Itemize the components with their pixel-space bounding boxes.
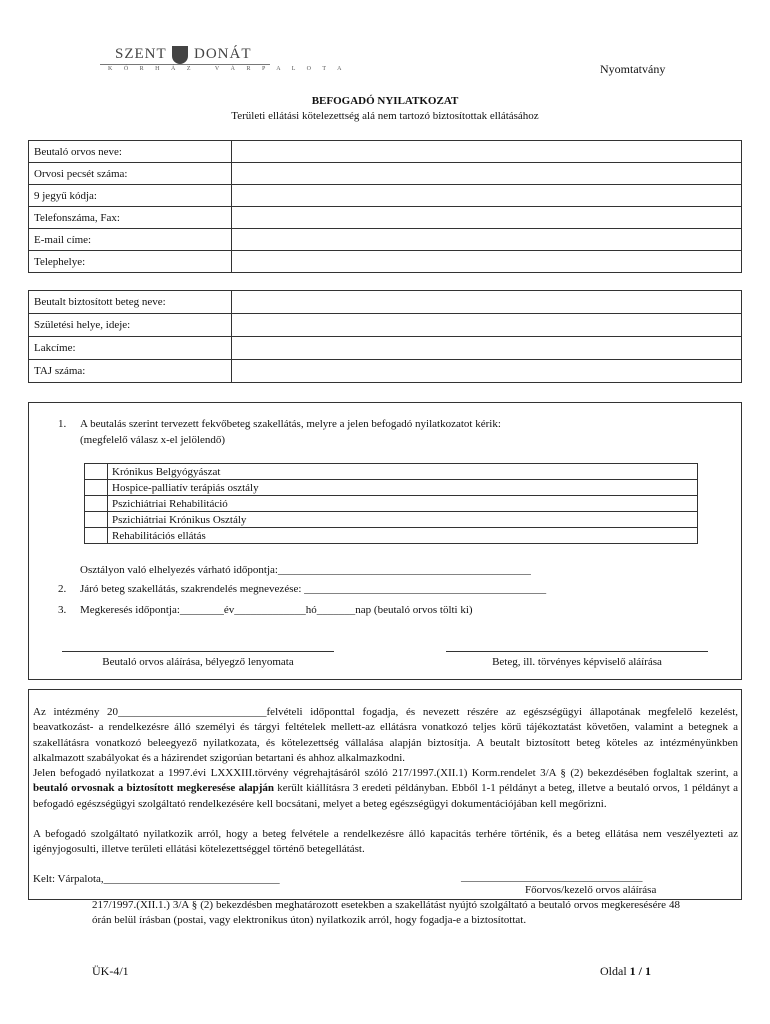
option-label: Pszichiátriai Krónikus Osztály [108,512,698,528]
q3-number: 3. [58,604,67,616]
patient-info-table [28,290,742,383]
patient-signature-line[interactable] [446,651,708,652]
logo-text-left: SZENT [115,46,167,62]
site-field[interactable] [232,251,742,273]
options-table [84,463,698,544]
table-row [29,314,742,337]
option-label: Krónikus Belgyógyászat [108,464,698,480]
patient-signature-label: Beteg, ill. törvényes képviselő aláírása [492,656,662,668]
option-checkbox[interactable] [85,464,108,480]
patient-name-field[interactable] [232,291,742,314]
table-row [29,163,742,185]
logo-divider [100,64,270,65]
field-label: Lakcíme: [29,337,232,360]
taj-field[interactable] [232,360,742,383]
table-row [29,337,742,360]
form-type-label: Nyomtatvány [600,62,666,76]
footer-code: ÜK-4/1 [92,964,129,978]
admission-date-line[interactable]: Osztályon való elhelyezés várható időpontja:______________________________________________ [80,564,531,576]
referring-doctor-signature-label: Beutaló orvos aláírása, bélyegző lenyomata [102,656,294,668]
declaration-paragraph-3: A befogadó szolgáltató nyilatkozik arról, hogy a beteg felvétele a rendelkezésre álló kapacitás terhére történik, és a beteg ellátása nem veszélyezteti az igényjogosulti, illetve területi ellátási kötelezettséggel történő betegellátást. [33,828,738,856]
stamp-number-field[interactable] [232,163,742,185]
field-label: TAJ száma: [29,360,232,383]
field-label: Orvosi pecsét száma: [29,163,232,185]
hospital-logo [100,46,347,78]
option-checkbox[interactable] [85,512,108,528]
field-label: Beutalt biztosított beteg neve: [29,291,232,314]
option-checkbox[interactable] [85,528,108,544]
table-row [29,229,742,251]
q1-hint: (megfelelő válasz x-el jelölendő) [80,434,226,446]
birth-field[interactable] [232,314,742,337]
footer-page [600,964,651,979]
table-row [29,207,742,229]
logo-subtitle: K Ó R H Á Z V Á R P A L O T A [108,66,347,72]
table-row [29,291,742,314]
option-checkbox[interactable] [85,496,108,512]
field-label: E-mail címe: [29,229,232,251]
chief-signature-line[interactable]: _________________________________ [461,871,643,883]
email-field[interactable] [232,229,742,251]
option-label: Pszichiátriai Rehabilitáció [108,496,698,512]
table-row [29,251,742,273]
phone-fax-field[interactable] [232,207,742,229]
field-label: Beutaló orvos neve: [29,141,232,163]
referring-doctor-signature-line[interactable] [62,651,334,652]
logo-text-right: DONÁT [194,46,252,62]
table-row [85,480,698,496]
field-label: Születési helye, ideje: [29,314,232,337]
code-field[interactable] [232,185,742,207]
shield-icon [172,46,188,64]
table-row [85,528,698,544]
doctor-info-table [28,140,742,273]
option-label: Rehabilitációs ellátás [108,528,698,544]
table-row [85,496,698,512]
page-subtitle: Területi ellátási kötelezettség alá nem tartozó biztosítottak ellátásához [231,110,539,122]
page-title: BEFOGADÓ NYILATKOZAT [311,95,459,107]
option-label: Hospice-palliatív terápiás osztály [108,480,698,496]
q1-text: A beutalás szerint tervezett fekvőbeteg szakellátás, melyre a jelen befogadó nyilatkozatot kérik: [80,418,501,430]
option-checkbox[interactable] [85,480,108,496]
table-row [29,141,742,163]
declaration-paragraph-1: Az intézmény 20___________________________felvételi időponttal fogadja, és nevezett részére az egészségügyi állapotának megfelelő kezelést, beavatkozást- a rendelkezésre álló személyi és tárgyi feltételek mellett-az ellátásra vonatkozó teljes körű tájékoztatást követően, valamint a betegnek a szakellátásra vonatkozó beleegyező nyilatkozata, és kötelezettség vállalása alapján biztosítja. A beutalt biztosított beteg köteles az intézményünkben alkalmazott szabályokat és a házirendet szigorúan betartani és ahhoz alkalmazkodni. [33,706,738,764]
declaration-bold-text: beutaló orvosnak a biztosított megkeresése alapján [33,782,275,795]
page-label: Oldal [600,964,630,978]
q1-number: 1. [58,418,67,430]
table-row [85,464,698,480]
table-row [29,185,742,207]
declaration-text: Jelen befogadó nyilatkozat a 1997.évi LXXXIII.törvény végrehajtásáról szóló 217/1997.(XII.1) Korm.rendelet 3/A § (2) bekezdésében foglaltak szerint, a [33,767,738,779]
field-label: 9 jegyű kódja: [29,185,232,207]
doctor-name-field[interactable] [232,141,742,163]
declaration-text: került kiállításra 3 eredeti példányban. Ebből 1-1 példányt a beteg, illetve a beutaló orvos, 1 példányt a befogadó egészségügyi szolgáltató rendelkezésére kell bocsátani, melyet a beteg egészségügyi dokumentációjában kell megőrizni. [33,782,738,810]
declaration-paragraph-2 [33,766,738,812]
address-field[interactable] [232,337,742,360]
chief-signature-label: Főorvos/kezelő orvos aláírása [525,884,657,896]
q2-number: 2. [58,583,67,595]
q3-text[interactable]: Megkeresés időpontja:________év_____________hó_______nap (beutaló orvos tölti ki) [80,604,473,616]
page-number: 1 / 1 [629,964,652,978]
table-row [85,512,698,528]
field-label: Telefonszáma, Fax: [29,207,232,229]
date-place-line[interactable]: Kelt: Várpalota,________________________________ [33,873,280,885]
q2-text[interactable]: Járó beteg szakellátás, szakrendelés megnevezése: ____________________________________________ [80,583,547,595]
table-row [29,360,742,383]
field-label: Telephelye: [29,251,232,273]
footnote: 217/1997.(XII.1.) 3/A § (2) bekezdésben meghatározott esetekben a szakellátást nyújtó szolgáltató a beutaló orvos megkeresésére 48 órán belül írásban (postai, vagy elektronikus úton) nyilatkozik arról, hogy fogadja-e a biztosítottat. [92,899,680,927]
